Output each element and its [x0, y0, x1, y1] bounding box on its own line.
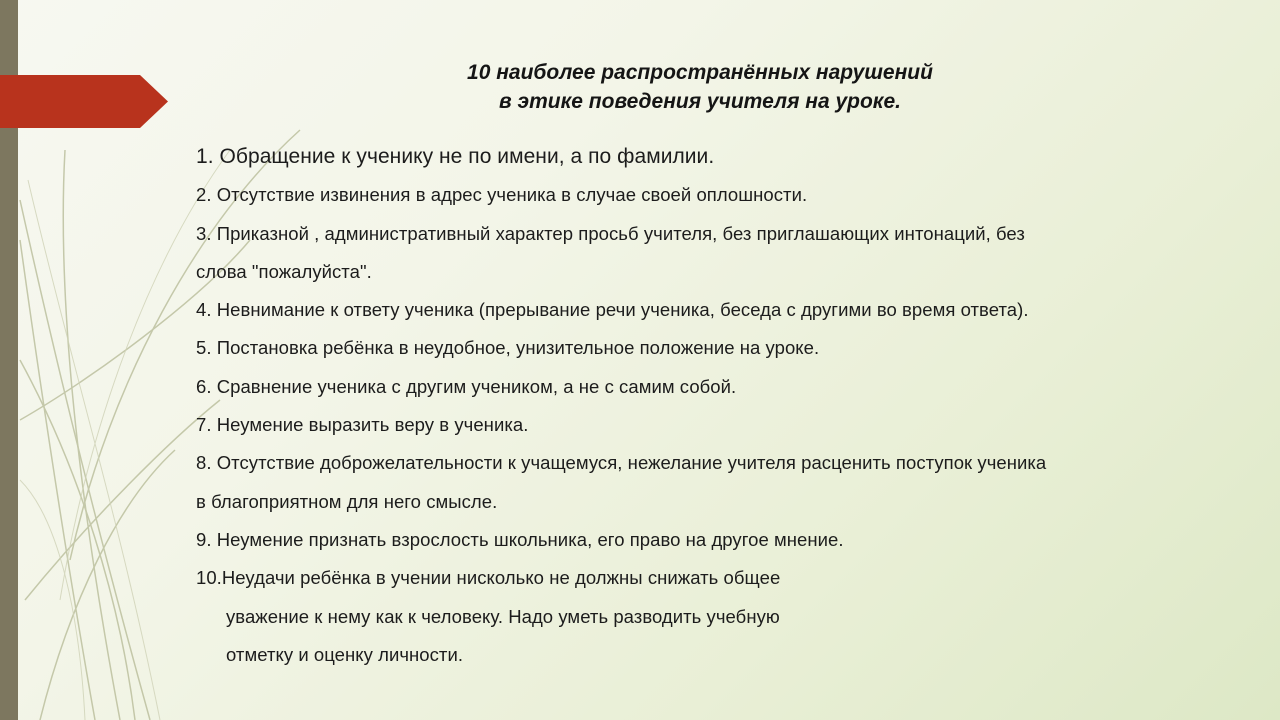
list-item-8-line-1: 8. Отсутствие доброжелательности к учащемуся, нежелание учителя расценить поступок ученика [196, 452, 1047, 474]
list-item-6: 6. Сравнение ученика с другим учеником, а не с самим собой. [196, 375, 737, 397]
list-item-10-line-3: отметку и оценку личности. [226, 643, 464, 665]
list-item-10-line-1: 10.Неудачи ребёнка в учении нисколько не должны снижать общее [196, 567, 781, 589]
list-item-1: 1. Обращение к ученику не по имени, а по фамилии. [196, 145, 715, 168]
title-line-2: в этике поведения учителя на уроке. [499, 90, 901, 113]
list-item-7: 7. Неумение выразить веру в ученика. [196, 414, 529, 436]
title-line-1: 10 наиболее распространённых нарушений [467, 61, 933, 84]
list-item-3-line-2: слова "пожалуйста". [196, 260, 372, 282]
violations-list [196, 138, 1256, 674]
slide-title [380, 58, 1020, 116]
list-item-8-line-2: в благоприятном для него смысле. [196, 490, 498, 512]
list-item-2: 2. Отсутствие извинения в адрес ученика в случае своей оплошности. [196, 184, 808, 206]
list-item-10-line-2: уважение к нему как к человеку. Надо уметь разводить учебную [226, 605, 780, 627]
list-item-4: 4. Невнимание к ответу ученика (прерывание речи ученика, беседа с другими во время ответа). [196, 299, 1029, 321]
list-item-3-line-1: 3. Приказной , административный характер просьб учителя, без приглашающих интонаций, без [196, 222, 1025, 244]
list-item-5: 5. Постановка ребёнка в неудобное, унизительное положение на уроке. [196, 337, 820, 359]
list-item-9: 9. Неумение признать взрослость школьника, его право на другое мнение. [196, 528, 844, 550]
